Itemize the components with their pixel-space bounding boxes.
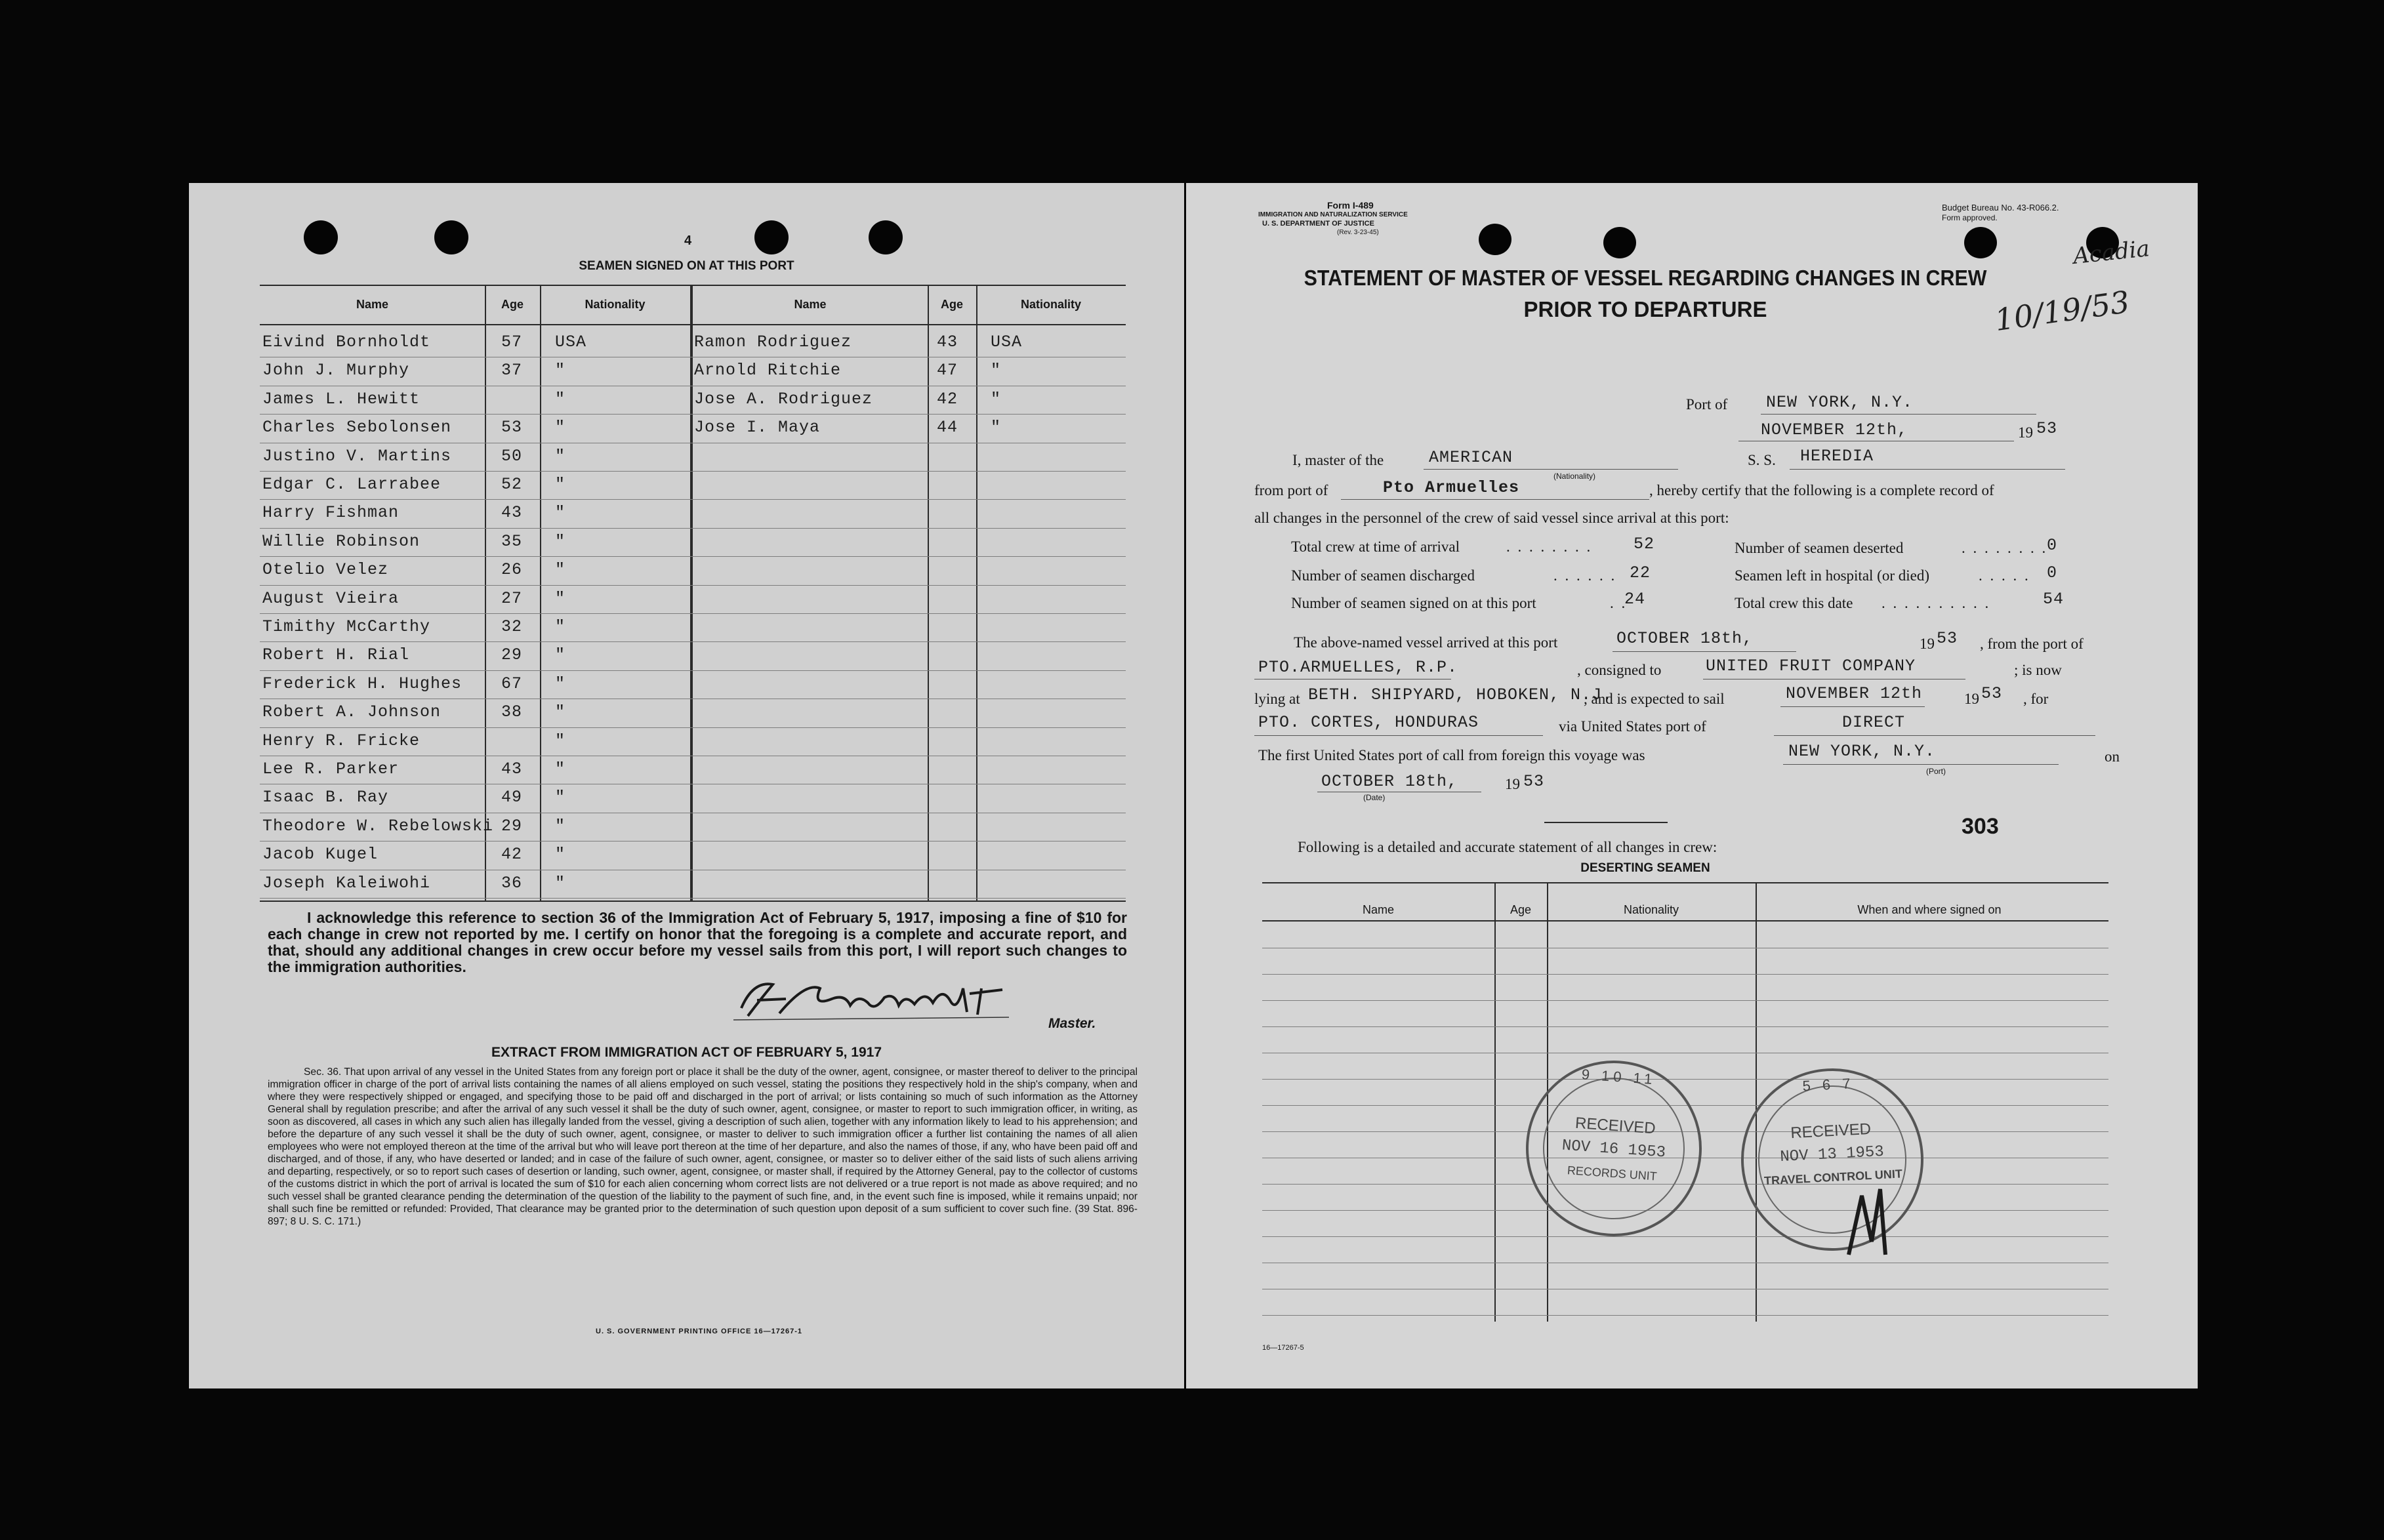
seaman-nationality: "	[555, 788, 566, 807]
seaman-name: Jacob Kugel	[262, 845, 379, 864]
seaman-age: 27	[501, 588, 523, 608]
table-row-rule	[260, 499, 1126, 500]
destination: PTO. CORTES, HONDURAS	[1258, 713, 1479, 732]
seaman-age: 29	[501, 645, 523, 665]
seaman-nationality: "	[991, 418, 1002, 437]
first-port-year-prefix: 19	[1505, 776, 1520, 792]
seaman-nationality: "	[555, 702, 566, 722]
agency-line-1: IMMIGRATION AND NATURALIZATION SERVICE	[1258, 211, 1408, 218]
first-port-year: 53	[1523, 772, 1545, 791]
arrived-from: PTO.ARMUELLES, R.P.	[1258, 658, 1458, 677]
seaman-nationality: "	[555, 588, 566, 608]
deserting-row-rule	[1262, 974, 2108, 975]
port-fill-line	[1761, 414, 2036, 415]
sail-year: 53	[1981, 684, 2003, 703]
seaman-nationality: "	[555, 475, 566, 494]
seaman-nationality: "	[555, 531, 566, 551]
stat-discharged: 22	[1630, 563, 1651, 582]
seaman-nationality: USA	[991, 333, 1023, 352]
is-now-label: ; is now	[2014, 662, 2062, 678]
stamp-unit: RECORDS UNIT	[1567, 1164, 1658, 1183]
lying-at: BETH. SHIPYARD, HOBOKEN, N.J.	[1308, 685, 1613, 704]
stat-signed-on-label: Number of seamen signed on at this port	[1291, 595, 1536, 611]
stat-total-crew-date: 54	[2043, 590, 2065, 609]
on-label: on	[2105, 748, 2120, 765]
leader-dots: . . . . . . . .	[1962, 540, 2048, 556]
stat-total-crew-arrival: 52	[1634, 535, 1655, 554]
separator-rule	[1544, 822, 1668, 823]
punch-hole	[869, 220, 903, 254]
from-port-label: from port of	[1254, 482, 1328, 498]
seaman-name: Willie Robinson	[262, 531, 421, 551]
deserting-row-rule	[1262, 1210, 2108, 1211]
table-row-rule	[260, 613, 1126, 614]
seaman-name: Charles Sebolonsen	[262, 418, 452, 437]
right-page	[1186, 183, 2198, 1388]
seaman-age: 52	[501, 475, 523, 494]
stat-discharged-label: Number of seamen discharged	[1291, 567, 1475, 584]
table-row-rule	[260, 414, 1126, 415]
seaman-name: Timithy McCarthy	[262, 617, 431, 636]
seaman-name: Robert A. Johnson	[262, 702, 442, 722]
stamp-top-digits: 9 10 11	[1581, 1066, 1657, 1088]
table-bottom-rule	[260, 901, 1126, 902]
handwritten-annotation: Acadia	[2072, 235, 2151, 270]
table-row-rule	[260, 528, 1126, 529]
handwritten-date: 10/19/53	[1992, 283, 2132, 338]
seaman-age: 29	[501, 816, 523, 836]
stat-deserted: 0	[2047, 536, 2058, 555]
first-port-label: The first United States port of call from foreign this voyage was	[1258, 747, 1645, 763]
document-number: 303	[1962, 814, 1999, 839]
seaman-age: 43	[937, 333, 958, 352]
printing-office: U. S. GOVERNMENT PRINTING OFFICE 16—17267-1	[596, 1327, 803, 1335]
seaman-age: 35	[501, 531, 523, 551]
seaman-nationality: "	[555, 617, 566, 636]
table-col-divider	[485, 285, 486, 901]
form-number: Form I-489	[1327, 200, 1374, 211]
table-row-rule	[260, 585, 1126, 586]
arrived-year-prefix: 19	[1920, 636, 1935, 652]
seaman-name: Harry Fishman	[262, 503, 400, 523]
seaman-age: 57	[501, 333, 523, 352]
stamp-received: RECEIVED	[1574, 1114, 1656, 1138]
date-caption: (Date)	[1363, 793, 1386, 802]
seaman-nationality: "	[555, 645, 566, 665]
seaman-name: Frederick H. Hughes	[262, 674, 462, 693]
seaman-nationality: "	[555, 873, 566, 893]
nationality-caption: (Nationality)	[1553, 472, 1596, 481]
table-row-rule	[260, 556, 1126, 557]
statement-date: NOVEMBER 12th,	[1761, 420, 1908, 439]
deserting-col-nationality: Nationality	[1623, 903, 1679, 916]
footer-code: 16—17267-5	[1262, 1344, 1304, 1352]
stat-hospital: 0	[2047, 563, 2058, 582]
following-text: Following is a detailed and accurate statement of all changes in crew:	[1298, 839, 1717, 855]
table-top-rule	[260, 285, 1126, 286]
leader-dots: . . . . . .	[1553, 567, 1617, 584]
master-of-label: I, master of the	[1292, 452, 1384, 468]
punch-hole	[1603, 227, 1636, 258]
arrived-year: 53	[1937, 629, 1958, 648]
seaman-age: 37	[501, 361, 523, 380]
first-port-fill-line	[1783, 764, 2059, 765]
seaman-age: 53	[501, 418, 523, 437]
deserting-col-name: Name	[1362, 903, 1394, 916]
stat-signed-on: 24	[1624, 590, 1646, 609]
table-row-rule	[260, 641, 1126, 642]
stat-total-crew-arrival-label: Total crew at time of arrival	[1291, 538, 1460, 555]
seaman-name: Henry R. Fricke	[262, 731, 421, 750]
seaman-nationality: "	[555, 845, 566, 864]
table-row-rule	[260, 727, 1126, 728]
deserting-table-header-rule	[1262, 920, 2108, 922]
first-port-date: OCTOBER 18th,	[1321, 772, 1458, 791]
expected-sail-label: , and is expected to sail	[1584, 691, 1725, 707]
consignee: UNITED FRUIT COMPANY	[1706, 657, 1916, 676]
port-value: NEW YORK, N.Y.	[1766, 393, 1914, 412]
seaman-age: 36	[501, 873, 523, 893]
form-revision: (Rev. 3-23-45)	[1337, 229, 1379, 236]
seaman-age: 43	[501, 503, 523, 523]
seaman-age: 42	[937, 389, 958, 409]
extract-text: Sec. 36. That upon arrival of any vessel in the United States from any foreign port or place it shall be the duty of the owner, agent, consignee, or master thereof to deliver to the principal immigration officer in charge of the port of arrival lists containing the names of all aliens employed on such vessel, stating the positions they respectively hold in the ship's company, when and where they were respectively shipped or engaged, and specifying those to be paid off and discharged in the port of arrival; or lists containing so much of such information as the Attorney General shall by regulation prescribe; and after the arrival of any such vessel it shall be the duty of such owner, agent, consignee, or master to report to such immigration officer, in writing, as soon as discovered, all cases in which any such alien has illegally landed from the vessel, giving a description of such alien, together with any information likely to lead to his apprehension; and before the departure of any such vessel it shall be the duty of such owner, agent, consignee, or master to deliver to such immigration officer a further list containing the names of all alien employees who were not employed thereon at the time of the arrival but who will leave port thereon at the time of her departure, and also the names of those, if any, who have been paid off and discharged, and of those, if any, who have deserted or landed; and in case of the failure of such owner, agent, consignee, or master so to deliver either of the said lists of such aliens arriving and departing, respectively, or so to report such cases of desertion or landing, such owner, agent, consignee, or master shall, if required by the Attorney General, pay to the collector of customs of the customs district in which the port of arrival is located the sum of $10 for each alien concerning whom correct lists are not delivered or a true report is not made as above required; and no such vessel shall be granted clearance pending the determination of the question of the liability to the payment of such fine, and, in the event such fine is imposed, while it remains unpaid; nor shall such fine be remitted or refunded: Provided, That clearance may be granted prior to the determination of such question upon deposit of a sum sufficient to cover such fine. (39 Stat. 896-897; 8 U. S. C. 171.)	[268, 1066, 1138, 1227]
seaman-name: Joseph Kaleiwohi	[262, 873, 431, 893]
seaman-age: 26	[501, 560, 523, 580]
arrived-fill-line	[1613, 651, 1796, 652]
seaman-nationality: "	[555, 674, 566, 693]
table-col-divider	[690, 285, 693, 901]
via-label: via United States port of	[1559, 718, 1706, 735]
stamp-date: NOV 16 1953	[1561, 1137, 1666, 1162]
acknowledgment-text: I acknowledge this reference to section 36 of the Immigration Act of February 5, 1917, imposing a fine of $10 for each change in crew not reported by me. I certify on honor that the foregoing is a complete and accurate report, and that, should any additional changes in crew occur before my vessel sails from this port, I will report such changes to the immigration authorities.	[268, 909, 1127, 975]
vessel-nationality: AMERICAN	[1429, 448, 1513, 467]
deserting-row-rule	[1262, 1000, 2108, 1001]
stat-total-crew-date-label: Total crew this date	[1735, 595, 1853, 611]
seaman-age: 38	[501, 702, 523, 722]
deserting-row-rule	[1262, 1236, 2108, 1237]
seaman-name: Edgar C. Larrabee	[262, 475, 442, 494]
seaman-nationality: "	[555, 731, 566, 750]
col-header-age: Age	[501, 298, 524, 311]
certify-text-2: all changes in the personnel of the crew of said vessel since arrival at this port:	[1254, 510, 1729, 526]
seaman-name: Jose I. Maya	[694, 418, 821, 437]
from-port-fill-line	[1341, 499, 1649, 500]
received-stamp-travel-control	[1737, 1064, 1928, 1255]
deserting-row-rule	[1262, 1315, 2108, 1316]
via-fill-line	[1774, 735, 2095, 736]
stamp-top-digits: 5 6 7	[1801, 1075, 1855, 1095]
destination-fill-line	[1254, 735, 1543, 736]
stat-hospital-label: Seamen left in hospital (or died)	[1735, 567, 1930, 584]
left-page	[189, 183, 1184, 1388]
seaman-name: Theodore W. Rebelowski	[262, 816, 494, 836]
ss-label: S. S.	[1748, 452, 1776, 468]
seaman-name: Eivind Bornholdt	[262, 333, 431, 352]
seaman-age: 49	[501, 788, 523, 807]
seaman-nationality: "	[555, 389, 566, 409]
seaman-name: Justino V. Martins	[262, 446, 452, 466]
form-subtitle: PRIOR TO DEPARTURE	[1523, 297, 1767, 321]
seaman-name: August Vieira	[262, 588, 400, 608]
leader-dots: . . . . . . . . . .	[1881, 595, 1991, 611]
deserting-title: DESERTING SEAMEN	[1580, 861, 1710, 875]
from-port-value: Pto Armuelles	[1383, 478, 1520, 497]
year-prefix: 19	[2018, 424, 2033, 441]
deserting-table-top-rule	[1262, 882, 2108, 883]
seaman-age: 44	[937, 418, 958, 437]
from-port-of-label: , from the port of	[1980, 636, 2084, 652]
seaman-name: Jose A. Rodriguez	[694, 389, 873, 409]
stamp-date: NOV 13 1953	[1779, 1143, 1885, 1167]
seaman-name: Otelio Velez	[262, 560, 389, 580]
seaman-age: 32	[501, 617, 523, 636]
arrived-date: OCTOBER 18th,	[1616, 629, 1754, 648]
table-col-divider	[976, 285, 977, 901]
vessel-name: HEREDIA	[1800, 447, 1874, 466]
stat-deserted-label: Number of seamen deserted	[1735, 540, 1904, 556]
col-header-nationality: Nationality	[585, 298, 646, 311]
agency-line-2: U. S. DEPARTMENT OF JUSTICE	[1262, 220, 1374, 228]
seaman-nationality: "	[555, 503, 566, 523]
sail-year-prefix: 19	[1964, 691, 1979, 707]
punch-hole	[304, 220, 338, 254]
stamp-unit: TRAVEL CONTROL UNIT	[1763, 1167, 1903, 1188]
leader-dots: . . . . . . . .	[1506, 538, 1593, 555]
seaman-age: 43	[501, 760, 523, 779]
form-approved: Form approved.	[1942, 213, 1998, 222]
sail-date-fill-line	[1780, 706, 1925, 707]
certify-text: , hereby certify that the following is a complete record of	[1649, 482, 1994, 498]
table-row-rule	[260, 670, 1126, 671]
seaman-nationality: "	[991, 361, 1002, 380]
consigned-label: , consigned to	[1577, 662, 1662, 678]
seaman-name: Robert H. Rial	[262, 645, 410, 665]
budget-bureau: Budget Bureau No. 43-R066.2.	[1942, 203, 2059, 213]
form-title: STATEMENT OF MASTER OF VESSEL REGARDING CHANGES IN CREW	[1304, 266, 1987, 290]
punch-hole	[754, 220, 789, 254]
page-number: 4	[684, 233, 692, 248]
master-label: Master.	[1048, 1016, 1096, 1031]
seaman-name: James L. Hewitt	[262, 389, 421, 409]
col-header-nationality: Nationality	[1020, 298, 1081, 311]
punch-hole	[1964, 227, 1997, 258]
leader-dots: . . . . .	[1979, 567, 2030, 584]
stamp-initials	[1842, 1183, 1895, 1261]
leader-dots: . .	[1610, 595, 1628, 611]
seaman-nationality: "	[555, 446, 566, 466]
vessel-fill-line	[1790, 469, 2065, 470]
seaman-nationality: "	[555, 418, 566, 437]
punch-hole	[1479, 224, 1511, 255]
col-header-name: Name	[794, 298, 827, 311]
extract-title: EXTRACT FROM IMMIGRATION ACT OF FEBRUARY 5, 1917	[491, 1045, 882, 1060]
deserting-col-age: Age	[1510, 903, 1532, 916]
seaman-age: 50	[501, 446, 523, 466]
first-port: NEW YORK, N.Y.	[1788, 742, 1936, 761]
table-row-rule	[260, 471, 1126, 472]
for-label: , for	[2023, 691, 2049, 707]
stamp-received: RECEIVED	[1790, 1120, 1872, 1143]
col-header-name: Name	[356, 298, 389, 311]
lying-at-label: lying at	[1254, 691, 1300, 707]
seaman-age: 47	[937, 361, 958, 380]
nationality-fill-line	[1424, 469, 1678, 470]
seaman-name: Arnold Ritchie	[694, 361, 842, 380]
via-port: DIRECT	[1842, 713, 1906, 732]
punch-hole	[434, 220, 468, 254]
deserting-row-rule	[1262, 1026, 2108, 1027]
seaman-nationality: "	[991, 389, 1002, 409]
col-header-age: Age	[940, 298, 963, 311]
sail-date: NOVEMBER 12th	[1786, 684, 1923, 703]
table-header-rule	[260, 324, 1126, 325]
seaman-name: John J. Murphy	[262, 361, 410, 380]
deserting-col-signed-on: When and where signed on	[1857, 903, 2002, 916]
master-signature	[733, 974, 1022, 1026]
statement-year: 53	[2036, 419, 2058, 438]
seaman-nationality: "	[555, 760, 566, 779]
seaman-nationality: "	[555, 816, 566, 836]
seaman-name: Lee R. Parker	[262, 760, 400, 779]
port-label: Port of	[1686, 396, 1728, 413]
seaman-nationality: "	[555, 361, 566, 380]
seaman-nationality: "	[555, 560, 566, 580]
port-caption: (Port)	[1926, 767, 1946, 776]
seaman-age: 67	[501, 674, 523, 693]
section-title: SEAMEN SIGNED ON AT THIS PORT	[579, 259, 794, 273]
seaman-nationality: USA	[555, 333, 587, 352]
table-row-rule	[260, 898, 1126, 899]
seaman-name: Ramon Rodriguez	[694, 333, 852, 352]
table-col-divider	[928, 285, 929, 901]
seaman-age: 42	[501, 845, 523, 864]
table-col-divider	[540, 285, 541, 901]
seaman-name: Isaac B. Ray	[262, 788, 389, 807]
arrived-label: The above-named vessel arrived at this port	[1294, 634, 1558, 651]
